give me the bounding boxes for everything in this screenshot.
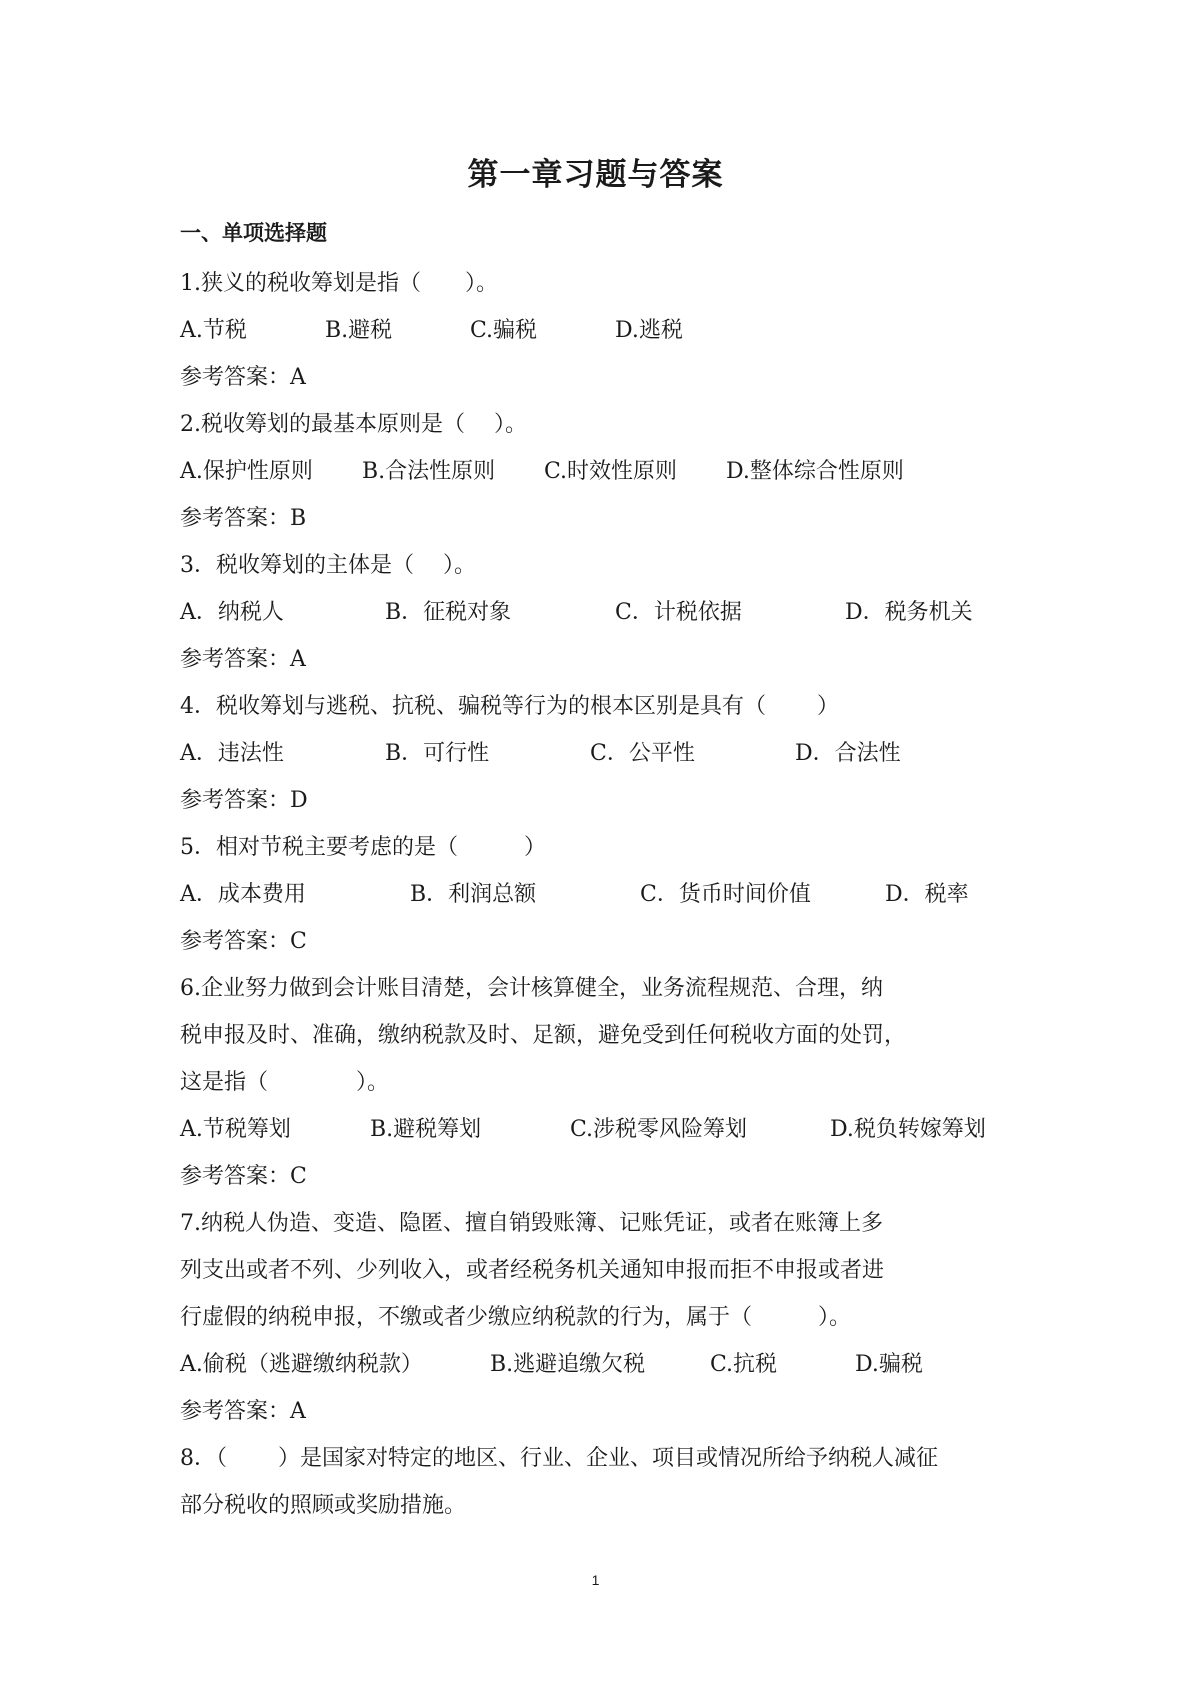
option-d: D．合法性 xyxy=(795,741,901,766)
option-c: C．货币时间价值 xyxy=(640,882,811,907)
question-1-answer: 参考答案：A xyxy=(180,365,306,390)
option-d: D．税务机关 xyxy=(845,600,973,625)
option-a: A．成本费用 xyxy=(180,882,306,907)
option-c: C.涉税零风险筹划 xyxy=(570,1117,748,1142)
question-2-options xyxy=(180,448,1015,495)
option-a: A．纳税人 xyxy=(180,600,284,625)
question-5-answer: 参考答案：C xyxy=(180,929,307,954)
option-a: A.偷税（逃避缴纳税款） xyxy=(180,1352,423,1377)
page-number: 1 xyxy=(591,1572,600,1588)
question-1-options xyxy=(180,307,1015,354)
question-6-answer: 参考答案：C xyxy=(180,1164,307,1189)
question-1-stem: 1.狭义的税收筹划是指（ ）。 xyxy=(180,271,498,296)
option-d: D.税负转嫁筹划 xyxy=(830,1117,986,1142)
question-3-options xyxy=(180,589,1015,636)
question-8-stem-line-2: 部分税收的照顾或奖励措施。 xyxy=(180,1493,467,1518)
question-list xyxy=(180,260,1015,1529)
question-4-stem: 4．税收筹划与逃税、抗税、骗税等行为的根本区别是具有（ ） xyxy=(180,694,839,719)
section-heading: 一、单项选择题 xyxy=(180,221,327,245)
question-7-answer: 参考答案：A xyxy=(180,1399,306,1424)
option-b: B.避税筹划 xyxy=(370,1117,482,1142)
question-4-answer: 参考答案：D xyxy=(180,788,308,813)
question-3-stem: 3．税收筹划的主体是（ ）。 xyxy=(180,553,476,578)
option-c: C.时效性原则 xyxy=(544,459,678,484)
option-d: D.整体综合性原则 xyxy=(726,459,904,484)
question-2-stem: 2.税收筹划的最基本原则是（ ）。 xyxy=(180,412,527,437)
option-a: A.节税 xyxy=(180,318,247,343)
question-7-stem-line-2: 列支出或者不列、少列收入，或者经税务机关通知申报而拒不申报或者进 xyxy=(180,1258,885,1283)
question-7-options xyxy=(180,1341,1015,1388)
option-c: C.抗税 xyxy=(710,1352,778,1377)
option-b: B．可行性 xyxy=(385,741,490,766)
page-title: 第一章习题与答案 xyxy=(467,157,724,193)
question-4-options xyxy=(180,730,1015,777)
question-3-answer: 参考答案：A xyxy=(180,647,306,672)
option-c: C.骗税 xyxy=(470,318,538,343)
option-b: B.避税 xyxy=(325,318,393,343)
question-7-stem-line-1: 7.纳税人伪造、变造、隐匿、擅自销毁账簿、记账凭证，或者在账簿上多 xyxy=(180,1211,883,1236)
question-7-stem-line-3: 行虚假的纳税申报，不缴或者少缴应纳税款的行为，属于（ ）。 xyxy=(180,1305,852,1330)
option-b: B．征税对象 xyxy=(385,600,512,625)
option-a: A.节税筹划 xyxy=(180,1117,291,1142)
question-8-stem-line-1: 8．（ ）是国家对特定的地区、行业、企业、项目或情况所给予纳税人减征 xyxy=(180,1446,938,1471)
option-b: B.合法性原则 xyxy=(362,459,496,484)
option-d: D.逃税 xyxy=(615,318,683,343)
question-6-options xyxy=(180,1106,1015,1153)
option-b: B.逃避追缴欠税 xyxy=(490,1352,646,1377)
option-d: D.骗税 xyxy=(855,1352,923,1377)
option-c: C．计税依据 xyxy=(615,600,742,625)
question-6-stem-line-2: 税申报及时、准确，缴纳税款及时、足额，避免受到任何税收方面的处罚， xyxy=(180,1023,907,1048)
option-c: C．公平性 xyxy=(590,741,695,766)
option-a: A.保护性原则 xyxy=(180,459,313,484)
option-b: B．利润总额 xyxy=(410,882,537,907)
option-a: A．违法性 xyxy=(180,741,284,766)
option-d: D．税率 xyxy=(885,882,969,907)
question-5-stem: 5．相对节税主要考虑的是（ ） xyxy=(180,835,546,860)
question-2-answer: 参考答案：B xyxy=(180,506,307,531)
question-5-options xyxy=(180,871,1015,918)
question-6-stem-line-1: 6.企业努力做到会计账目清楚，会计核算健全，业务流程规范、合理，纳 xyxy=(180,976,883,1001)
question-6-stem-line-3: 这是指（ ）。 xyxy=(180,1070,390,1095)
